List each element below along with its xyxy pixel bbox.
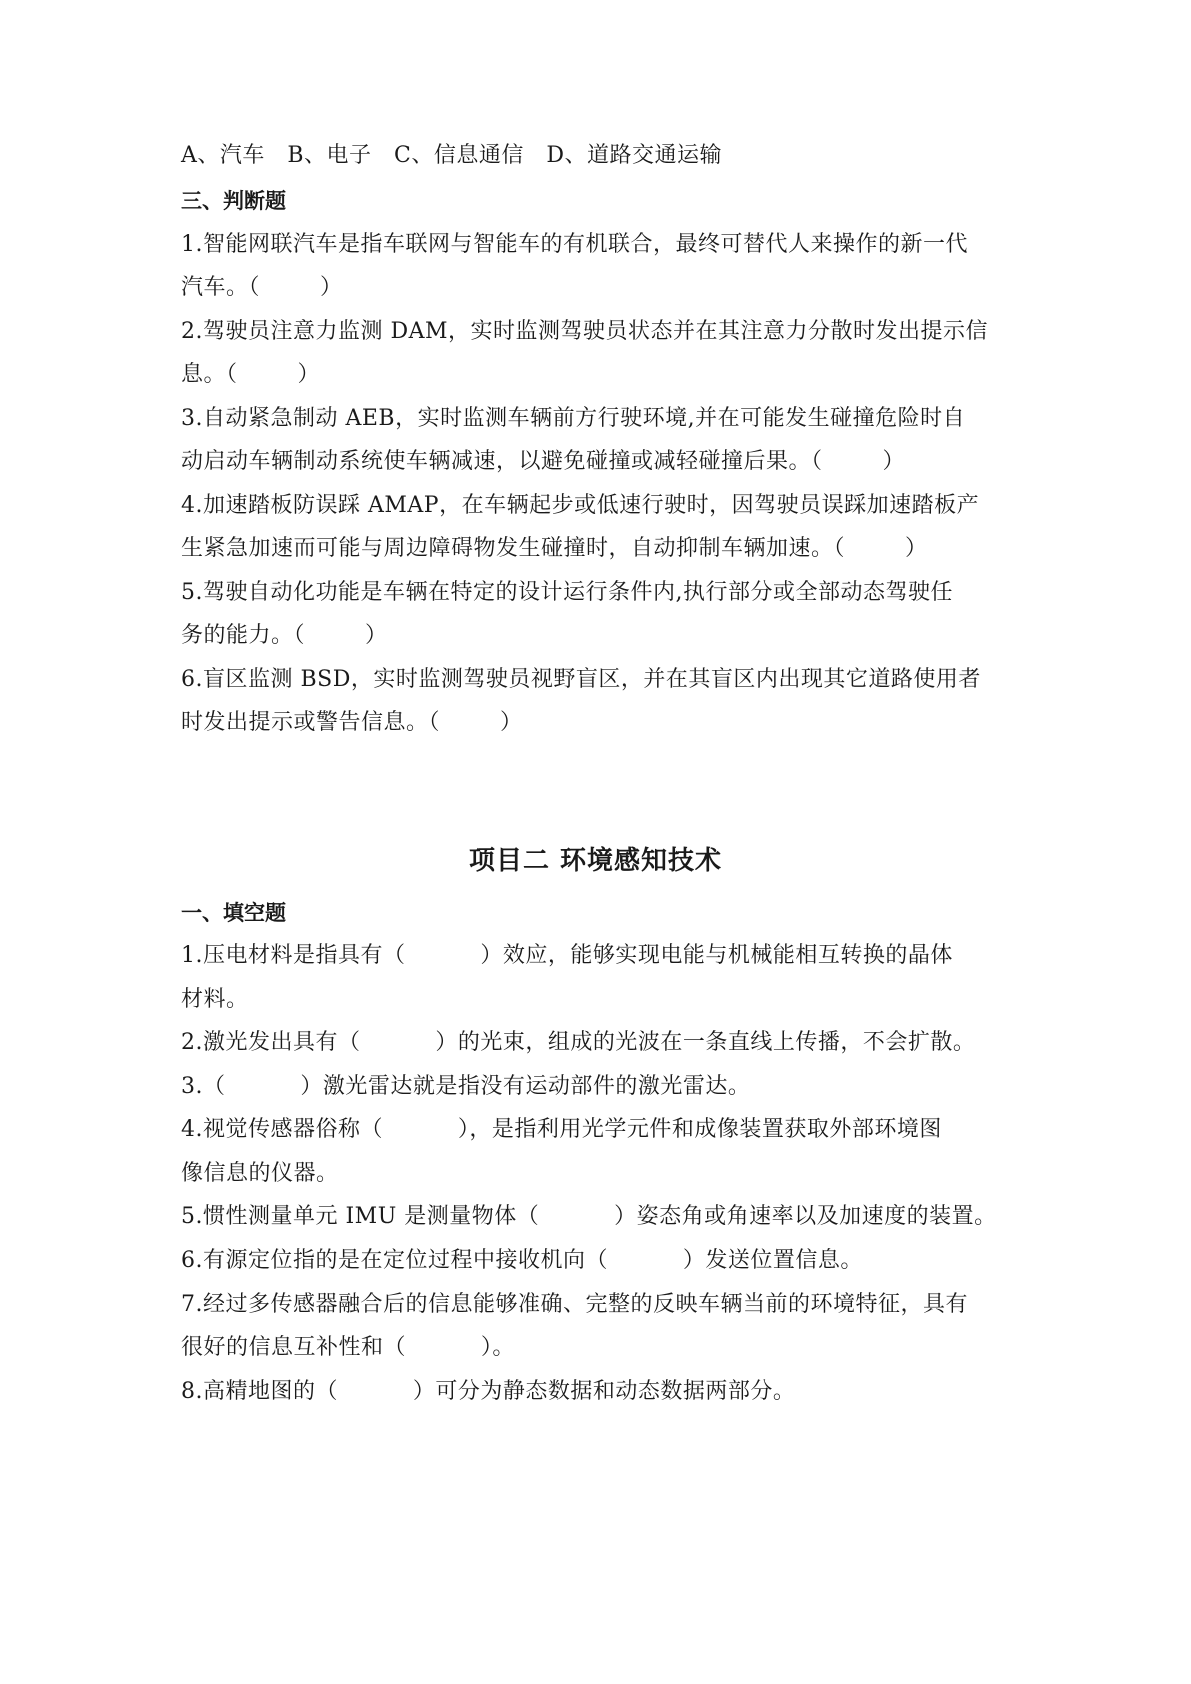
question-line: 时发出提示或警告信息。（ ） <box>181 710 523 735</box>
section-heading-fill-blank: 一、填空题 <box>181 901 286 925</box>
question-line: 6.盲区监测 BSD，实时监测驾驶员视野盲区，并在其盲区内出现其它道路使用者 <box>181 667 981 692</box>
question-line: 3.自动紧急制动 AEB，实时监测车辆前方行驶环境,并在可能发生碰撞危险时自 <box>181 406 966 431</box>
question-line: 5.惯性测量单元 IMU 是测量物体（ ）姿态角或角速率以及加速度的装置。 <box>181 1204 997 1229</box>
question-line: 4.视觉传感器俗称（ ），是指利用光学元件和成像装置获取外部环境图 <box>181 1117 942 1142</box>
question-line: 2.激光发出具有（ ）的光束，组成的光波在一条直线上传播，不会扩散。 <box>181 1030 976 1055</box>
question-line: 生紧急加速而可能与周边障碍物发生碰撞时，自动抑制车辆加速。（ ） <box>181 536 928 561</box>
question-line: 汽车。（ ） <box>181 275 343 300</box>
question-line: 很好的信息互补性和（ ）。 <box>181 1335 515 1360</box>
question-line: 5.驾驶自动化功能是车辆在特定的设计运行条件内,执行部分或全部动态驾驶任 <box>181 580 953 605</box>
section-heading-judgment: 三、判断题 <box>181 189 286 213</box>
question-line: 材料。 <box>181 987 249 1012</box>
question-line: 息。（ ） <box>181 362 320 387</box>
question-line: 3.（ ）激光雷达就是指没有运动部件的激光雷达。 <box>181 1074 751 1099</box>
question-line: 2.驾驶员注意力监测 DAM，实时监测驾驶员状态并在其注意力分散时发出提示信 <box>181 319 989 344</box>
question-line: 4.加速踏板防误踩 AMAP，在车辆起步或低速行驶时，因驾驶员误踩加速踏板产 <box>181 493 980 518</box>
project-title: 项目二 环境感知技术 <box>468 846 723 876</box>
question-line: 1.智能网联汽车是指车联网与智能车的有机联合，最终可替代人来操作的新一代 <box>181 232 968 257</box>
question-line: 7.经过多传感器融合后的信息能够准确、完整的反映车辆当前的环境特征，具有 <box>181 1292 968 1317</box>
question-line: 务的能力。（ ） <box>181 623 388 648</box>
question-line: 动启动车辆制动系统使车辆减速，以避免碰撞或减轻碰撞后果。（ ） <box>181 449 905 474</box>
question-line: 6.有源定位指的是在定位过程中接收机向（ ）发送位置信息。 <box>181 1248 863 1273</box>
question-line: 1.压电材料是指具有（ ）效应，能够实现电能与机械能相互转换的晶体 <box>181 943 953 968</box>
question-line: 像信息的仪器。 <box>181 1161 339 1186</box>
options-line: A、汽车 B、电子 C、信息通信 D、道路交通运输 <box>181 143 722 168</box>
question-line: 8.高精地图的（ ）可分为静态数据和动态数据两部分。 <box>181 1379 796 1404</box>
